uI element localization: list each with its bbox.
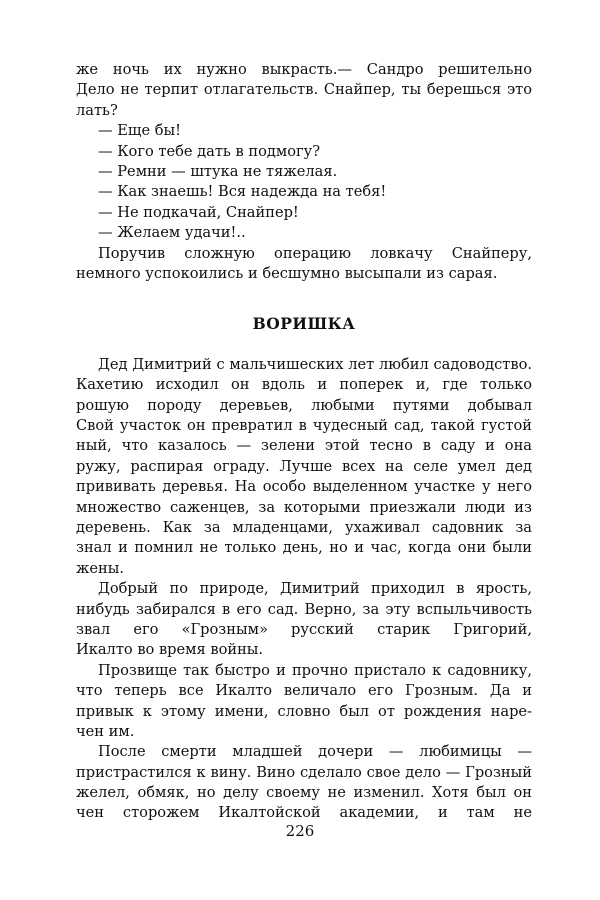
text-line: чен сторожем Икалтойской академии, и там не [76,804,532,822]
dialog-line: — Еще бы! [98,122,181,140]
text-line: чен им. [76,722,135,740]
dialog-line: — Кого тебе дать в подмогу? [98,142,321,160]
paragraph [76,579,532,661]
text-line: нибудь забирался в его сад. Верно, за эту вспыльчивость [76,600,532,618]
text-line: После смерти младшей дочери — любимицы — [98,743,532,761]
dialog-block [76,121,532,243]
text-line: рошую породу деревьев, любыми путями добывал [76,396,532,414]
text-line: Прозвище так быстро и прочно пристало к садовнику, [98,661,532,679]
text-line: ный, что казалось — зелени этой тесно в саду и она [76,437,532,455]
paragraph [76,742,532,824]
page-text [76,60,532,824]
text-line: желел, обмяк, но делу своему не изменил. Хотя был он [76,784,532,802]
text-line: Поручив сложную операцию ловкачу Снайперу, [98,244,532,262]
paragraph-continuation [76,60,532,121]
chapter-heading: ВОРИШКА [252,314,356,334]
text-line: ружу, распирая ограду. Лучше всех на селе умел дед [76,457,532,475]
text-line: прививать деревья. На особо выделенном участке у него [76,478,532,496]
text-line: привык к этому имени, словно был от рождения наре- [76,702,532,720]
dialog-line: — Не подкачай, Снайпер! [98,203,299,221]
page-number: 226 [285,822,315,840]
dialog-line: — Желаем удачи!.. [98,224,246,242]
dialog-line: — Как знаешь! Вся надежда на тебя! [98,183,387,201]
paragraph-closing [76,244,532,285]
text-line: жены. [76,559,125,577]
text-line: Кахетию исходил он вдоль и поперек и, где только [76,376,532,394]
text-line: звал его «Грозным» русский старик Григорий, [76,620,532,638]
text-line: Добрый по природе, Димитрий приходил в ярость, [98,580,532,598]
text-line: множество саженцев, за которыми приезжали люди из [76,498,532,516]
text-line: немного успокоились и бесшумно высыпали из сарая. [76,265,498,283]
text-line: пристрастился к вину. Вино сделало свое дело — Грозный [76,763,532,781]
dialog-line: — Ремни — штука не тяжелая. [98,163,338,180]
text-line: Дед Димитрий с мальчишеских лет любил садоводство. [98,355,532,373]
paragraph [76,355,532,579]
text-line: Дело не терпит отлагательств. Снайпер, ты берешься это [76,81,532,99]
text-line: Икалто во время войны. [76,641,264,659]
text-line: деревень. Как за младенцами, ухаживал садовник за [76,518,532,536]
text-line: знал и помнил не только день, но и час, когда они были [76,539,532,557]
paragraph [76,661,532,743]
text-line: же ночь их нужно выкрасть.— Сандро решительно [76,61,532,78]
text-line: лать? [76,101,118,119]
text-line: что теперь все Икалто величало его Грозным. Да и [76,682,532,700]
text-line: Свой участок он превратил в чудесный сад, такой густой [76,417,532,434]
